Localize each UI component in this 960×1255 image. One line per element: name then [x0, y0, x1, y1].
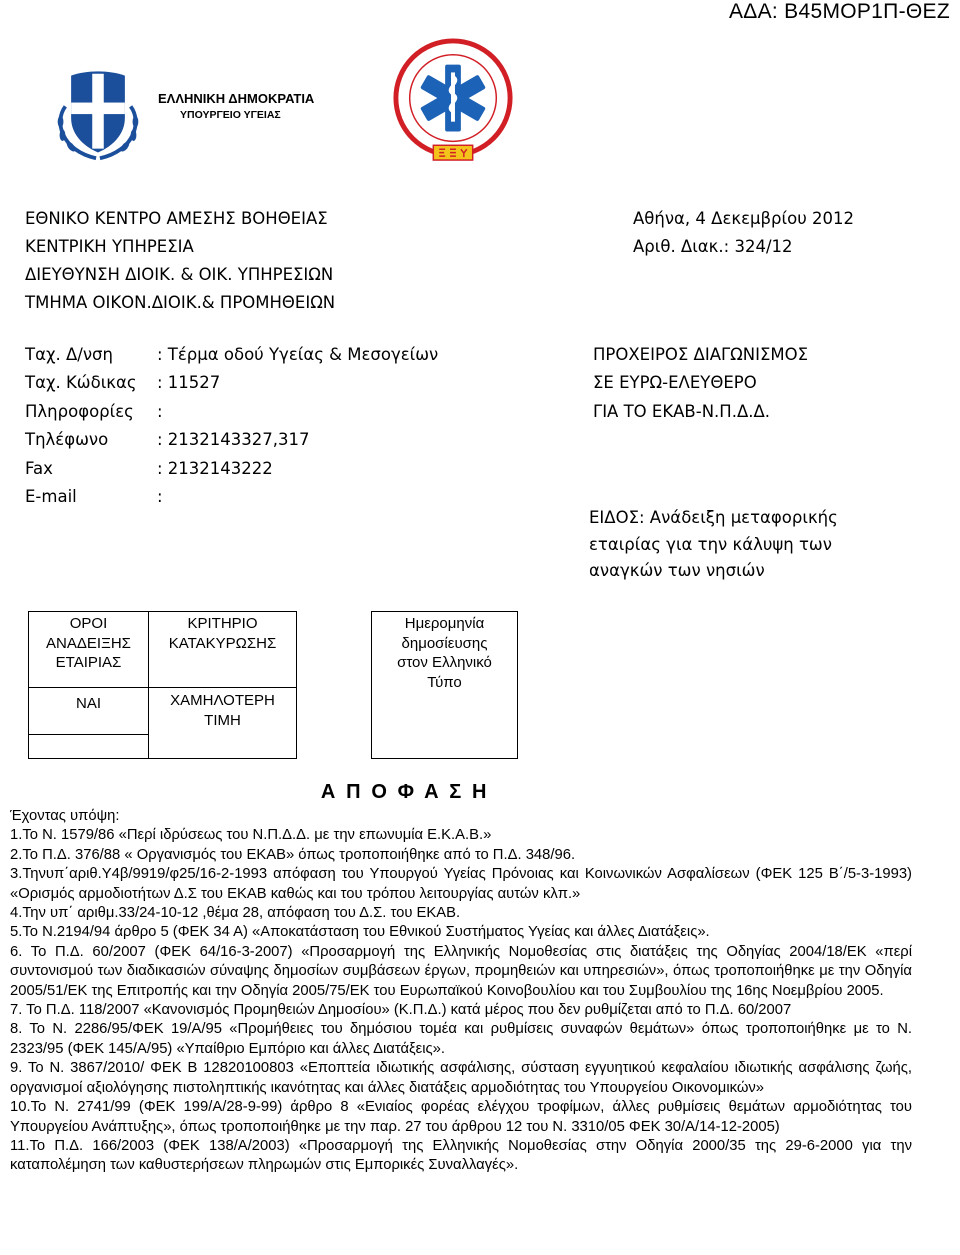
contact-value: : Τέρμα οδού Υγείας & Μεσογείων — [157, 345, 439, 364]
dept-line: ΚΕΝΤΡΙΚΗ ΥΠΗΡΕΣΙΑ — [25, 237, 194, 256]
ada-code: ΑΔΑ: Β45ΜΟΡ1Π-ΘΕΖ — [728, 0, 950, 23]
cell-text: ΑΝΑΔΕΙΞΗΣ — [46, 634, 131, 652]
terms-header-cell — [28, 611, 149, 688]
consideration-item: 10.Το Ν. 2741/99 (ΦΕΚ 199/Α/28-9-99) άρθρο 8 «Ενιαίος φορέας ελέγχου τροφίμων, άλλες ρυθμίσεις θεμάτων αρμοδιότητας του Υπουργείου Ανάπτυξης», όπως τροποποιήθηκε με την παρ. 27 του άρθρου 12 του Ν. 3310/05 ΦΕΚ 30/Α/14-12-2005) — [10, 1099, 912, 1135]
empty-cell — [28, 734, 149, 759]
contact-value: : — [157, 486, 163, 506]
contact-label: Τηλέφωνο — [25, 430, 109, 450]
date-line: Αθήνα, 4 Δεκεμβρίου 2012 — [633, 209, 854, 228]
subject-text: Ανάδειξη μεταφορικής εταιρίας για την κάλυψη των αναγκών των νησιών — [589, 508, 838, 580]
criterion-header-cell — [148, 611, 297, 688]
terms-value-cell — [28, 687, 149, 735]
contact-label: Ταχ. Δ/νση — [25, 345, 113, 364]
considerations-body — [10, 807, 912, 1176]
consideration-item: 2.Το Π.Δ. 376/88 « Οργανισμός του ΕΚΑΒ» όπως τροποποιήθηκε από το Π.Δ. 348/96. — [10, 846, 576, 863]
department-block — [25, 205, 335, 317]
cell-text: ΕΤΑΙΡΙΑΣ — [55, 654, 122, 671]
cell-text: ΚΡΙΤΗΡΙΟ — [187, 615, 258, 632]
contact-label: Ταχ. Κώδικας — [25, 373, 137, 393]
contract-line: ΓΙΑ ΤΟ ΕΚΑΒ-Ν.Π.Δ.Δ. — [593, 401, 771, 421]
consideration-item: 6. Το Π.Δ. 60/2007 (ΦΕΚ 64/16-3-2007) «Προσαρμογή της Ελληνικής Νομοθεσίας στις διατάξεις της Οδηγίας 2004/18/ΕΚ «περί συντονισμού των διαδικασιών σύναψης δημοσίων συμβάσεων έργων, προμηθειών και υπηρεσιών», όπως τροποποιήθηκε με την Οδηγία 2005/51/ΕΚ της Επιτροπής και την Οδηγία 2005/75/ΕΚ του Ευρωπαϊκού Κοινοβουλίου και του Συμβουλίου της 16ης Νοεμβρίου 2005. — [10, 943, 912, 999]
consideration-item: 3.Τηνυπ΄αριθ.Υ4β/9919/φ25/16-2-1993 απόφαση του Υπουργού Υγείας Πρόνοιας και Κοινωνικών Ασφαλίσεων (ΦΕΚ 125 Β΄/5-3-1993) «Ορισμός αρμοδιοτήτων Δ.Σ του ΕΚΑΒ καθώς και του τρόπου λειτουργίας αυτών κλπ.» — [10, 866, 912, 902]
date-reference-block — [633, 205, 854, 261]
considering-heading: Έχοντας υπόψη: — [10, 808, 120, 824]
cell-text: ΤΙΜΗ — [204, 711, 241, 729]
subject-description — [589, 505, 889, 585]
criterion-value-cell — [148, 687, 297, 759]
consideration-item: 5.Το Ν.2194/94 άρθρο 5 (ΦΕΚ 34 Α) «Αποκατάσταση του Εθνικού Συστήματος Υγείας και άλλες Διατάξεις». — [10, 924, 710, 941]
cell-text: ΚΑΤΑΚΥΡΩΣΗΣ — [168, 634, 277, 652]
contract-line: ΠΡΟΧΕΙΡΟΣ ΔΙΑΓΩΝΙΣΜΟΣ — [593, 345, 809, 364]
dept-line: ΕΘΝΙΚΟ ΚΕΝΤΡΟ ΑΜΕΣΗΣ ΒΟΗΘΕΙΑΣ — [25, 209, 328, 228]
cell-text: ΝΑΙ — [75, 695, 101, 712]
decision-title: Α Π Ο Φ Α Σ Η — [320, 781, 490, 803]
subject-label: ΕΙΔΟΣ: — [589, 508, 645, 527]
cell-text: δημοσίευσης — [401, 634, 488, 652]
contract-line: ΣΕ ΕΥΡΩ-ΕΛΕΥΘΕΡΟ — [593, 373, 757, 393]
cell-text: Ημερομηνία — [404, 615, 485, 632]
consideration-item: 1.Το Ν. 1579/86 «Περί ιδρύσεως του Ν.Π.Δ.Δ. με την επωνυμία Ε.Κ.Α.Β.» — [10, 827, 492, 844]
dept-line: ΤΜΗΜΑ ΟΙΚΟΝ.ΔΙΟΙΚ.& ΠΡΟΜΗΘΕΙΩΝ — [25, 293, 336, 312]
cell-text: ΧΑΜΗΛΟΤΕΡΗ — [170, 692, 275, 709]
contact-value: : 2132143327,317 — [157, 430, 310, 450]
dept-line: ΔΙΕΥΘΥΝΣΗ ΔΙΟΙΚ. & ΟΙΚ. ΥΠΗΡΕΣΙΩΝ — [25, 265, 334, 284]
cell-text: ΟΡΟΙ — [69, 615, 108, 632]
consideration-item: 4.Την υπ΄ αριθμ.33/24-10-12 ,θέμα 28, απόφαση του Δ.Σ. του ΕΚΑΒ. — [10, 905, 461, 922]
consideration-item: 9. Το Ν. 3867/2010/ ΦΕΚ Β 12820100803 «Εποπτεία ιδιωτικής ασφάλισης, σύσταση εγγυητικού κεφαλαίου ιδιωτικής ασφάλισης ζωής, οργανισμοί αξιολόγησης πιστοληπτικής ικανότητας και άλλες διατάξεις αρμοδιότητας του Υπουργείου Οικονομικών» — [10, 1060, 912, 1096]
greek-coat-of-arms-icon — [50, 68, 146, 164]
contact-value: : 11527 — [157, 373, 221, 393]
consideration-item: 7. Το Π.Δ. 118/2007 «Κανονισμός Προμηθειών Δημοσίου» (Κ.Π.Δ.) κατά μέρος που δεν ρυθμίζεται από το Π.Δ. 60/2007 — [10, 1002, 792, 1019]
reference-number: Αριθ. Διακ.: 324/12 — [633, 237, 793, 256]
contact-label: Fax — [25, 458, 53, 478]
ministry-heading — [158, 91, 314, 123]
contact-value: : — [157, 401, 163, 421]
consideration-item: 8. Το Ν. 2286/95/ΦΕΚ 19/Α/95 «Προμήθειες του δημόσιου τομέα και ρυθμίσεις συναφών θεμάτων» όπως τροποποιήθηκε με το Ν. 2323/95 (ΦΕΚ 145/Α/95) «Υπαίθριο Εμπόριο και άλλες Διατάξεις». — [10, 1021, 912, 1057]
ekab-star-of-life-logo-icon — [390, 37, 516, 163]
ministry-label: ΥΠΟΥΡΓΕΙΟ ΥΓΕΙΑΣ — [180, 109, 281, 121]
republic-label: ΕΛΛΗΝΙΚΗ ΔΗΜΟΚΡΑΤΙΑ — [158, 91, 315, 106]
consideration-item: 11.Το Π.Δ. 166/2003 (ΦΕΚ 138/Α/2003) «Προσαρμογή της Ελληνικής Νομοθεσίας στην Οδηγία 2000/35 της 29-6-2000 για την καταπολέμηση των καθυστερήσεων πληρωμών στις Εμπορικές Συναλλαγές». — [10, 1137, 912, 1174]
cell-text: Τύπο — [427, 673, 462, 691]
contact-value: : 2132143222 — [157, 458, 273, 478]
contract-type-block — [593, 341, 808, 426]
cell-text: στον Ελληνικό — [397, 654, 492, 671]
contact-label: Πληροφορίες — [25, 401, 134, 421]
contact-label: E-mail — [25, 486, 77, 506]
publication-date-cell — [371, 611, 518, 759]
